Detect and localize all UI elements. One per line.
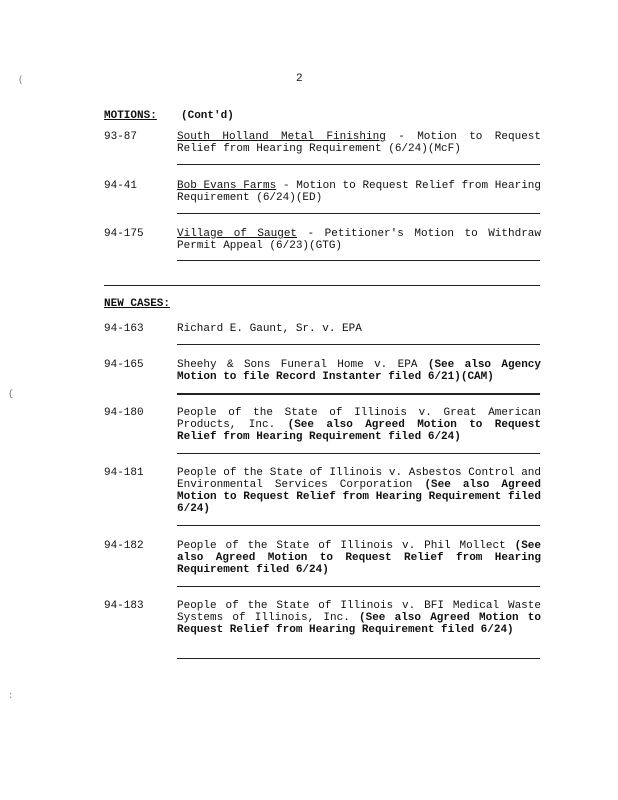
case-text — [177, 540, 541, 576]
docket-number: 94-181 — [104, 467, 144, 479]
divider — [177, 525, 540, 526]
case-text — [177, 323, 541, 335]
case-text — [177, 359, 541, 383]
motion-description: - Motion to Request Relief from Hearing Requirement (6/24)(ED) — [177, 180, 541, 204]
case-name: Village of Sauget — [177, 228, 298, 240]
divider — [177, 453, 540, 454]
case-name: Bob Evans Farms — [177, 180, 277, 192]
case-name: South Holland Metal Finishing — [177, 131, 386, 143]
divider — [177, 260, 540, 261]
motion-text — [177, 180, 541, 204]
case-title: Richard E. Gaunt, Sr. v. EPA — [177, 323, 362, 335]
motion-description: - Motion to Request Relief from Hearing Requirement (6/24)(McF) — [177, 131, 541, 155]
case-title: People of the State of Illinois v. BFI Medical Waste Systems of Illinois, Inc. — [177, 600, 541, 624]
divider — [177, 658, 540, 659]
divider — [177, 213, 540, 214]
case-title: People of the State of Illinois v. Phil Mollect — [177, 540, 515, 552]
divider — [177, 586, 540, 587]
docket-number: 94-183 — [104, 600, 144, 612]
scan-mark: : — [8, 691, 14, 701]
motions-heading: MOTIONS: — [104, 110, 157, 122]
docket-number: 94-41 — [104, 180, 138, 192]
motion-description: - Petitioner's Motion to Withdraw Permit Appeal (6/23)(GTG) — [177, 228, 541, 252]
divider — [177, 344, 540, 345]
new-cases-heading: NEW CASES: — [104, 298, 171, 310]
docket-number: 94-175 — [104, 228, 144, 240]
case-note: (See also Agreed Motion to Request Relief from Hearing Requirement filed 6/24) — [177, 419, 541, 443]
docket-number: 94-182 — [104, 540, 144, 552]
scan-mark: ( — [18, 75, 24, 85]
case-title: People of the State of Illinois v. Asbestos Control and Environmental Services Corporation — [177, 467, 541, 491]
divider — [177, 393, 540, 395]
case-text — [177, 600, 541, 636]
case-text — [177, 467, 541, 515]
section-divider — [104, 285, 540, 286]
page-number: 2 — [296, 73, 303, 85]
case-title: People of the State of Illinois v. Great American Products, Inc. — [177, 407, 541, 431]
docket-number: 94-163 — [104, 323, 144, 335]
case-note: (See also Agreed Motion to Request Relief from Hearing Requirement filed 6/24) — [177, 612, 541, 636]
case-note: (See also Agency Motion to file Record Instanter filed 6/21)(CAM) — [177, 359, 542, 383]
divider — [177, 164, 540, 165]
case-note: (See also Agreed Motion to Request Relief from Hearing Requirement filed 6/24) — [177, 540, 541, 576]
scan-mark: { — [8, 389, 14, 399]
case-text — [177, 407, 541, 443]
docket-number: 94-180 — [104, 407, 144, 419]
motion-text — [177, 228, 541, 252]
docket-number: 93-87 — [104, 131, 138, 143]
case-title: Sheehy & Sons Funeral Home v. EPA — [177, 359, 428, 371]
motion-text — [177, 131, 541, 155]
case-note: (See also Agreed Motion to Request Relief from Hearing Requirement filed 6/24) — [177, 479, 541, 515]
docket-number: 94-165 — [104, 359, 144, 371]
motions-cont-label: (Cont'd) — [181, 110, 234, 122]
